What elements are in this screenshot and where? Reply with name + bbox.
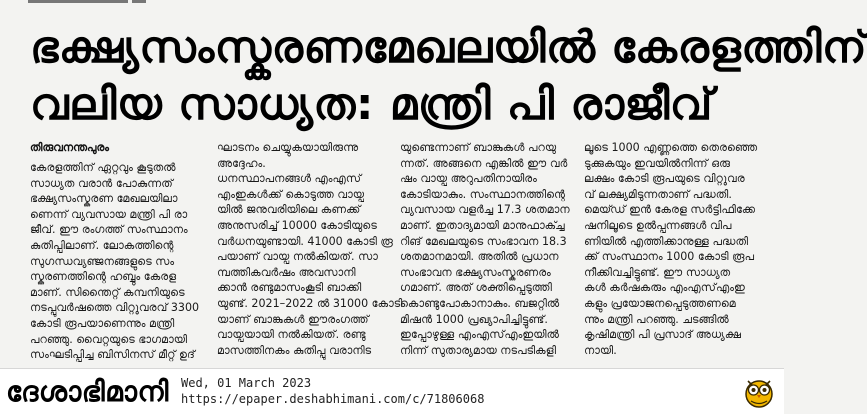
article-text-line: യുണ്ട്. 2021–2022 ൽ 31000 കോടി [217,296,403,310]
article-text-line: കൃഷിമന്ത്രി പി പ്രസാദ് അധ്യക്ഷ [584,328,742,342]
article-text-line: യുണ്ടെന്നാണ് ബാങ്കുകൾ പറയു [400,141,557,154]
owl-mascot-icon [742,375,776,409]
article-text-line: മാണ്. ഇതാദ്യമായി മാനുഫാക്ച്ച [400,218,565,232]
article-text-line: ന്നും മന്ത്രി പറഞ്ഞു. ചടങ്ങിൽ [584,312,729,326]
clipping-mark-small [132,0,146,3]
article-text-line: കോടിയാകും. സംസ്ഥാനത്തിന്റെ [400,187,566,201]
article-text-line: വ്യവസായ വളർച്ച 17.3 ശതമാന [400,203,570,217]
column-3-text [400,140,580,358]
article-text-line: സംഭാവന ഭക്ഷ്യസംസ്കരണരം [400,265,551,279]
article-text-line: ന്നത്. അങ്ങനെ എങ്കിൽ ഈ വർ [400,156,568,170]
article-text-line: സ്കരണത്തിന്റെ ഹബ്ബും കേരള [30,270,177,284]
article-text-line: മാണ്. സിന്തൈറ്റ് കമ്പനിയുടെ [30,285,185,299]
article-text-line: കൾ കർഷകരും എംഎസ്എംഇ [584,281,745,295]
headline-line-1: ഭക്ഷ്യസംസ്കരണമേഖലയിൽ കേരളത്തിന് [30,22,867,73]
column-4-text [584,140,770,358]
article-text-line: ണിയിൽ എത്തിക്കാനുള്ള പദ്ധതി [584,234,749,248]
article-text-line: മിഷൻ 1000 പ്രഖ്യാപിച്ചിട്ടുണ്ട്. [400,312,548,326]
article-text-line: യിൽ ജനുവരിയിലെ കണക്ക് [217,203,361,217]
article-text-line: അനുസരിച്ച് 10000 കോടിയുടെ [217,218,377,232]
article-text-line: മാസത്തിനകം കുതിപ്പു വരാനിട [217,343,372,357]
article-text-line: നടപ്പുവർഷത്തെ വിറ്റുവരവ് 3300 [30,301,200,315]
article-text-line: ലൂടെ 1000 എണ്ണത്തെ തെരഞ്ഞെ [584,141,758,154]
article-text-line: ഘാടനം ചെയ്യുകയായിരുന്നു [217,141,359,154]
article-text-line: വായ്പയായി നൽകിയത്. രണ്ടു [217,328,366,342]
article-text-line: അദ്ദേഹം. [217,156,266,170]
headline-line-2: വലിയ സാധ്യത: മന്ത്രി പി രാജീവ് [30,79,713,130]
article-text-line: നായി. [584,343,617,357]
article-text-line: ധനസ്ഥാപനങ്ങൾ എംഎസ് [217,172,362,186]
column-1-text [30,160,210,363]
article-text-line: കുതിപ്പിലാണ്. ലോകത്തിന്റെ [30,238,174,252]
clipping-mark [28,0,128,3]
article-text-line: കളും പ്രയോജനപ്പെടുത്തണമെ [584,296,736,310]
article-text-line: മ്പത്തികവർഷം അവസാനി [217,265,356,279]
article-text-line: എംഇകൾക്ക് കൊടുത്ത വായ്പ [217,187,365,201]
article-column-3 [400,140,580,366]
article-text-line: സംഘടിപ്പിച്ച ബിസിനസ് മീറ്റ് ഉദ് [30,348,195,362]
article-text-line: റിങ് മേഖലയുടെ സംഭാവന 18.3 [400,234,567,248]
brand-logo-text: ദേശാഭിമാനി [6,375,169,408]
edition-meta [181,375,484,407]
article-text-line: ക്ക് സംസ്ഥാനം 1000 കോടി രൂപ [584,250,755,264]
article-text-line: സാധ്യത വരാൻ പോകുന്നത് [30,176,173,190]
article-text-line: ഇപ്പോഴുള്ള എംഎസ്എംഇയിൽ [400,328,559,342]
article-text-line: ടുക്കുകയും ഇവയിൽനിന്ന് ഒരു [584,156,731,170]
article-text-line: ഭക്ഷ്യസംസ്കരണ മേഖലയിലാ [30,192,178,206]
article-text-line: ലക്ഷം കോടി രൂപയുടെ വിറ്റുവര [584,172,745,186]
article-text-line: ഗമാണ്. അത് ശക്തിപ്പെടുത്തി [400,281,552,295]
article-text-line: പറഞ്ഞു. വൈറ്റയുടെ ഭാഗമായി [30,332,188,346]
article-text-line: ക്കാൻ രണ്ടുമാസംകൂടി ബാക്കി [217,281,362,295]
article-text-line: ണെന്ന് വ്യവസായ മന്ത്രി പി രാ [30,207,188,221]
article-text-line: കൊണ്ടുപോകാനാകും. ബജറ്റിൽ [400,296,560,310]
article-text-line: വർധനയുണ്ടായി. 41000 കോടി രൂ [217,234,393,248]
article-text-line: ഷം വായ്പ അറുപതിനായിരം [400,172,537,186]
article-text-line: നീക്കിവച്ചിട്ടുണ്ട്. ഈ സാധ്യത [584,265,731,279]
article-text-line: ഷനിലൂടെ ഉൽപ്പന്നങ്ങൾ വിപ [584,218,732,232]
top-rule [0,0,784,6]
dateline: തിരുവനന്തപുരം [30,141,109,154]
article-text-line: സുഗന്ധവ്യഞ്ജനങ്ങളുടെ സം [30,254,175,268]
footer-bar [0,368,784,414]
article-text-line: നിന്ന് സുതാര്യമായ നടപടികളി [400,343,557,357]
article-text-line: കോടി രൂപയാണെന്നും മന്ത്രി [30,316,175,330]
article-text-line: ശതമാനമായി. അതിൽ പ്രധാന [400,250,559,264]
article-text-line: പയാണ് വായ്പ നൽകിയത്. സാ [217,250,378,264]
column-2-text [217,140,403,358]
article-text-line: വ് ലക്ഷ്യമിടുന്നതാണ് പദ്ധതി. [584,187,732,201]
article-column-4 [584,140,770,366]
article-text-line: മെയ്ഡ് ഇൻ കേരള സർട്ടിഫിക്കേ [584,203,756,217]
article-column-2 [217,140,403,366]
article-text-line: കേരളത്തിന് ഏറ്റവും കൂടുതൽ [30,161,176,174]
edition-url[interactable]: https://epaper.deshabhimani.com/c/71806068 [181,392,485,406]
edition-date: Wed, 01 March 2023 [181,376,312,390]
article-column-1 [30,140,210,366]
article-text-line: യാണ് ബാങ്കുകൾ ഈരംഗത്ത് [217,312,369,326]
article-text-line: ജീവ്. ഈ രംഗത്ത് സംസ്ഥാനം [30,223,188,237]
